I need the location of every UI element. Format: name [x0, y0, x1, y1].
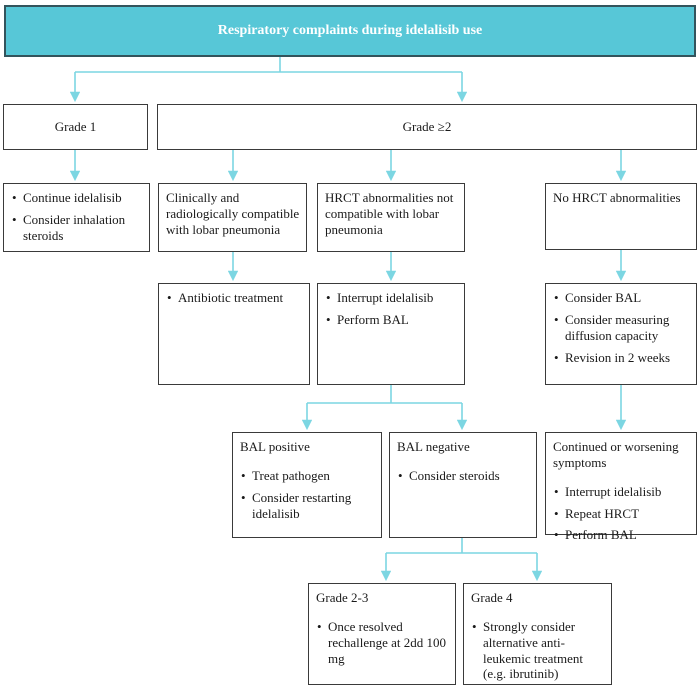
bullet-item: • Consider BAL: [553, 290, 691, 306]
node-no-hrct: [545, 183, 697, 250]
flowchart-title: [4, 5, 696, 57]
node-text: No HRCT abnormalities: [553, 190, 681, 205]
bullet-item: • Treat pathogen: [240, 468, 376, 484]
node-label: Grade ≥2: [402, 119, 452, 135]
bullet-list: [553, 484, 691, 544]
bullet-item: • Consider steroids: [397, 468, 531, 484]
node-grade-2-3: [308, 583, 456, 685]
node-heading: Grade 2-3: [316, 590, 369, 605]
flowchart-title-label: Respiratory complaints during idelalisib use: [217, 23, 483, 39]
node-hrct-not-compatible: [317, 183, 465, 252]
node-text: HRCT abnormalities not compatible with lobar pneumonia: [325, 190, 454, 237]
bullet-list: [553, 290, 691, 365]
bullet-list: [316, 619, 450, 667]
node-continued-symptoms: [545, 432, 697, 543]
bullet-item: • Consider inhalation steroids: [11, 212, 144, 244]
bullet-item: • Consider restarting idelalisib: [240, 490, 376, 522]
bullet-list: [240, 468, 376, 522]
node-heading: BAL positive: [240, 439, 310, 454]
bullet-item: • Revision in 2 weeks: [553, 350, 691, 366]
node-grade-1: [3, 104, 148, 150]
bullet-item: • Once resolved rechallenge at 2dd 100 mg: [316, 619, 450, 667]
bullet-item: • Continue idelalisib: [11, 190, 144, 206]
node-continue-idelalisib: [3, 183, 150, 252]
node-heading: Grade 4: [471, 590, 513, 605]
node-grade-4: [463, 583, 612, 685]
bullet-item: • Interrupt idelalisib: [325, 290, 459, 306]
node-text: Clinically and radiologically compatible with lobar pneumonia: [166, 190, 300, 237]
node-consider-bal: [545, 283, 697, 385]
bullet-item: • Strongly consider alternative anti-leukemic treatment (e.g. ibrutinib): [471, 619, 606, 682]
bullet-list: [397, 468, 531, 484]
bullet-item: • Repeat HRCT: [553, 506, 691, 522]
node-bal-positive: [232, 432, 382, 538]
node-label: Grade 1: [54, 119, 97, 135]
bullet-item: • Perform BAL: [553, 527, 691, 543]
node-heading: BAL negative: [397, 439, 470, 454]
bullet-item: • Perform BAL: [325, 312, 459, 328]
node-grade-ge2: [157, 104, 697, 150]
node-bal-negative: [389, 432, 537, 538]
bullet-list: [11, 190, 144, 244]
node-heading: Continued or worsening symptoms: [553, 439, 679, 470]
bullet-item: • Consider measuring diffusion capacity: [553, 312, 691, 344]
bullet-item: • Interrupt idelalisib: [553, 484, 691, 500]
bullet-item: • Antibiotic treatment: [166, 290, 304, 306]
bullet-list: [325, 290, 459, 328]
bullet-list: [471, 619, 606, 682]
node-antibiotic-treatment: [158, 283, 310, 385]
node-interrupt-idelalisib: [317, 283, 465, 385]
node-lobar-compatible: [158, 183, 307, 252]
bullet-list: [166, 290, 304, 306]
